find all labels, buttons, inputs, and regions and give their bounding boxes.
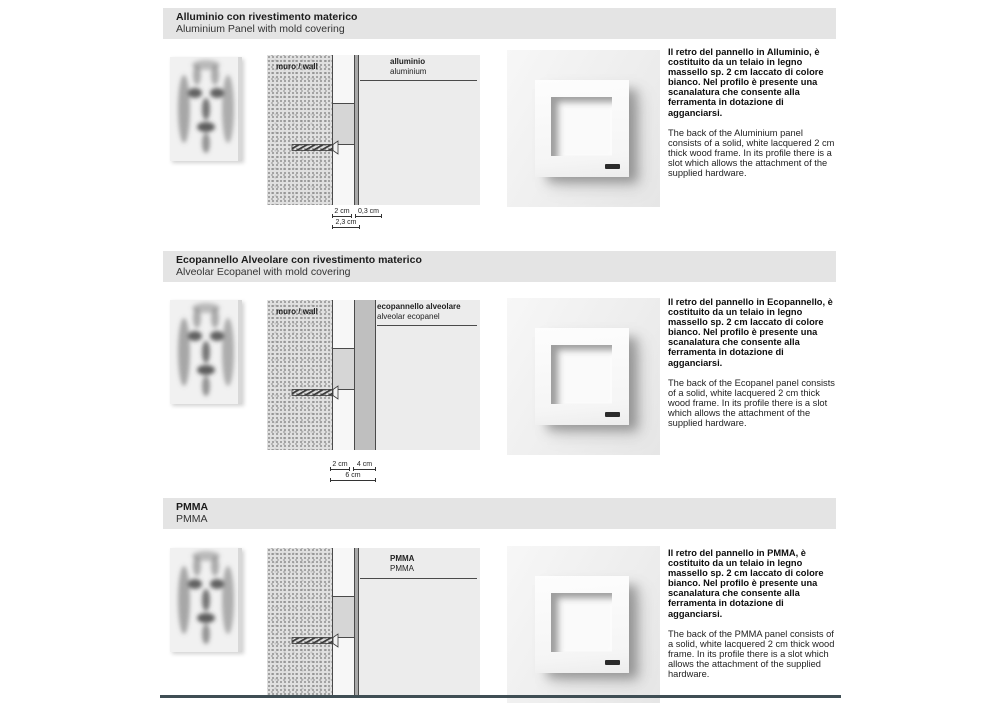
installation-diagram <box>267 548 480 695</box>
description-italian: Il retro del pannello in PMMA, è costituito da un telaio in legno massello sp. 2 cm laccato di colore bianco. Nel profilo è presente una scanalatura che consente alla ferramenta in dotazione di agganciarsi. <box>668 548 824 619</box>
material-label-english: aluminium <box>390 66 427 76</box>
section-title-italian: Alluminio con rivestimento materico <box>176 11 358 23</box>
wall-texture <box>267 548 332 695</box>
dimension-value: 0,3 cm <box>355 208 382 217</box>
frame-product <box>535 328 629 425</box>
section-title-english: Aluminium Panel with mold covering <box>176 23 345 35</box>
product-photo <box>507 50 660 207</box>
description-english: The back of the Aluminium panel consists of a solid, white lacquered 2 cm thick wood frame. In its profile there is a slot which allows the attachment of the supplied hardware. <box>668 127 835 179</box>
page-bottom-rule <box>160 695 841 698</box>
frame-logo-label <box>605 412 620 417</box>
label-leader-line <box>360 578 477 579</box>
material-label-english: PMMA <box>390 563 414 573</box>
section-title-english: PMMA <box>176 513 208 525</box>
section-header-alluminio <box>163 8 836 39</box>
description-italian: Il retro del pannello in Ecopannello, è costituito da un telaio in legno massello sp. 2 cm laccato di colore bianco. Nel profilo è presente una scanalatura che consente alla ferramenta in dotazione di agganciarsi. <box>668 297 833 368</box>
description-italian: Il retro del pannello in Alluminio, è costituito da un telaio in legno massello sp. 2 cm laccato di colore bianco. Nel profilo è presente una scanalatura che consente alla ferramenta in dotazione di agganciarsi. <box>668 47 824 118</box>
dimension-total: 6 cm <box>330 472 376 481</box>
frame-logo-label <box>605 660 620 665</box>
dimension-value: 2 cm <box>330 461 350 470</box>
description-block <box>668 47 836 178</box>
description-block <box>668 548 836 679</box>
dimension-annotations <box>330 461 376 481</box>
section-header-ecopannello <box>163 251 836 282</box>
label-leader-line <box>360 80 477 81</box>
section-header-pmma <box>163 498 836 529</box>
material-label <box>390 554 414 573</box>
frame-opening <box>551 345 612 404</box>
dimension-value: 2 cm <box>332 208 352 217</box>
frame-opening <box>551 593 612 652</box>
label-leader-line <box>377 325 477 326</box>
artwork-thumbnail <box>170 57 242 161</box>
wall-label: muro / wall <box>276 307 318 316</box>
frame-product <box>535 576 629 673</box>
dimension-total: 2,3 cm <box>332 219 360 228</box>
frame-opening <box>551 97 612 156</box>
material-label <box>390 57 426 76</box>
product-photo <box>507 546 660 703</box>
description-english: The back of the Ecopanel panel consists of a solid, white lacquered 2 cm thick wood frame. In its profile there is a slot which allows the attachment of the supplied hardware. <box>668 377 835 429</box>
description-english: The back of the PMMA panel consists of a solid, white lacquered 2 cm thick wood frame. In its profile there is a slot which allows the attachment of the supplied hardware. <box>668 628 835 680</box>
dimension-annotations <box>332 208 382 228</box>
frame-logo-label <box>605 164 620 169</box>
installation-diagram <box>267 300 480 450</box>
section-title-italian: PMMA <box>176 501 209 513</box>
pmma-panel-layer <box>354 548 359 695</box>
wall-texture <box>267 55 332 205</box>
section-title-english: Alveolar Ecopanel with mold covering <box>176 266 351 278</box>
wall-label: muro / wall <box>276 62 318 71</box>
screw-icon <box>291 632 343 649</box>
wall-texture <box>267 300 332 450</box>
material-label-italian: alluminio <box>390 57 426 66</box>
screw-icon <box>291 139 343 156</box>
screw-icon <box>291 384 343 401</box>
ecopanel-panel-layer <box>354 300 376 450</box>
installation-diagram <box>267 55 480 205</box>
product-photo <box>507 298 660 455</box>
material-label-italian: PMMA <box>390 554 415 563</box>
artwork-thumbnail <box>170 300 242 404</box>
dimension-value: 4 cm <box>353 461 376 470</box>
material-label-english: alveolar ecopanel <box>377 311 440 321</box>
description-block <box>668 297 836 428</box>
section-title-italian: Ecopannello Alveolare con rivestimento materico <box>176 254 422 266</box>
material-label <box>377 302 461 321</box>
artwork-thumbnail <box>170 548 242 652</box>
frame-product <box>535 80 629 177</box>
aluminium-panel-layer <box>354 55 359 205</box>
material-label-italian: ecopannello alveolare <box>377 302 461 311</box>
